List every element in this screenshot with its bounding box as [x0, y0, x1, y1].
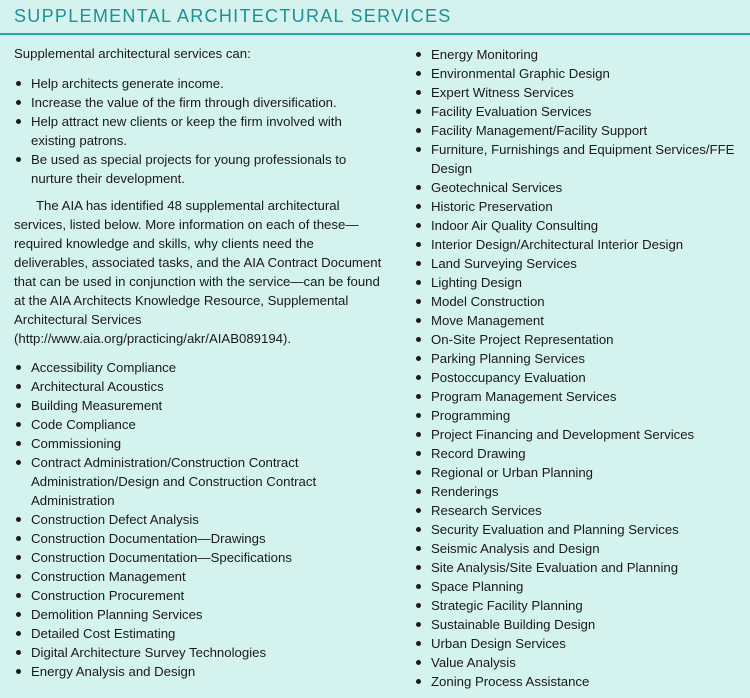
- list-item: Construction Procurement: [14, 586, 384, 605]
- list-item: Project Financing and Development Services: [414, 425, 744, 444]
- benefits-list: [14, 74, 384, 188]
- list-item: Demolition Planning Services: [14, 605, 384, 624]
- list-item: Programming: [414, 406, 744, 425]
- list-item: Research Services: [414, 501, 744, 520]
- list-item: Furniture, Furnishings and Equipment Services/FFE Design: [414, 140, 744, 178]
- list-item: Detailed Cost Estimating: [14, 624, 384, 643]
- list-item: Building Measurement: [14, 396, 384, 415]
- list-item: Record Drawing: [414, 444, 744, 463]
- right-column: [414, 45, 744, 691]
- list-item: Construction Documentation—Specifications: [14, 548, 384, 567]
- list-item: Model Construction: [414, 292, 744, 311]
- list-item: Urban Design Services: [414, 634, 744, 653]
- list-item: Energy Analysis and Design: [14, 662, 384, 681]
- list-item: Interior Design/Architectural Interior Design: [414, 235, 744, 254]
- intro-text: Supplemental architectural services can:: [14, 46, 251, 61]
- list-item: Help architects generate income.: [14, 74, 384, 93]
- list-item: Be used as special projects for young professionals to nurture their development.: [14, 150, 384, 188]
- list-item: Zoning Process Assistance: [414, 672, 744, 691]
- list-item: Move Management: [414, 311, 744, 330]
- list-item: Contract Administration/Construction Contract Administration/Design and Construction Contract Administration: [14, 453, 384, 510]
- list-item: Help attract new clients or keep the firm involved with existing patrons.: [14, 112, 384, 150]
- list-item: Historic Preservation: [414, 197, 744, 216]
- list-item: Space Planning: [414, 577, 744, 596]
- list-item: Geotechnical Services: [414, 178, 744, 197]
- services-list-left: [14, 358, 384, 681]
- list-item: Lighting Design: [414, 273, 744, 292]
- list-item: Strategic Facility Planning: [414, 596, 744, 615]
- list-item: Indoor Air Quality Consulting: [414, 216, 744, 235]
- list-item: Sustainable Building Design: [414, 615, 744, 634]
- list-item: Seismic Analysis and Design: [414, 539, 744, 558]
- list-item: Construction Management: [14, 567, 384, 586]
- list-item: On-Site Project Representation: [414, 330, 744, 349]
- list-item: Expert Witness Services: [414, 83, 744, 102]
- services-list-right: [414, 45, 744, 691]
- list-item: Increase the value of the firm through diversification.: [14, 93, 384, 112]
- list-item: Construction Defect Analysis: [14, 510, 384, 529]
- list-item: Site Analysis/Site Evaluation and Planning: [414, 558, 744, 577]
- page-title: SUPPLEMENTAL ARCHITECTURAL SERVICES: [14, 6, 452, 26]
- list-item: Facility Evaluation Services: [414, 102, 744, 121]
- list-item: Energy Monitoring: [414, 45, 744, 64]
- list-item: Accessibility Compliance: [14, 358, 384, 377]
- list-item: Renderings: [414, 482, 744, 501]
- list-item: Digital Architecture Survey Technologies: [14, 643, 384, 662]
- list-item: Program Management Services: [414, 387, 744, 406]
- list-item: Architectural Acoustics: [14, 377, 384, 396]
- list-item: Land Surveying Services: [414, 254, 744, 273]
- list-item: Value Analysis: [414, 653, 744, 672]
- list-item: Parking Planning Services: [414, 349, 744, 368]
- list-item: Environmental Graphic Design: [414, 64, 744, 83]
- title-divider: [0, 33, 750, 35]
- list-item: Postoccupancy Evaluation: [414, 368, 744, 387]
- left-column: [14, 44, 384, 681]
- list-item: Facility Management/Facility Support: [414, 121, 744, 140]
- description-paragraph: The AIA has identified 48 supplemental architectural services, listed below. More information on each of these—required knowledge and skills, why clients need the deliverables, associated tasks, and the AIA Contract Document that can be used in conjunction with the service—can be found at the AIA Architects Knowledge Resource, Supplemental Architectural Services (http://www.aia.org/practicing/akr/AIAB089194).: [14, 198, 382, 346]
- list-item: Security Evaluation and Planning Services: [414, 520, 744, 539]
- list-item: Code Compliance: [14, 415, 384, 434]
- list-item: Construction Documentation—Drawings: [14, 529, 384, 548]
- list-item: Regional or Urban Planning: [414, 463, 744, 482]
- list-item: Commissioning: [14, 434, 384, 453]
